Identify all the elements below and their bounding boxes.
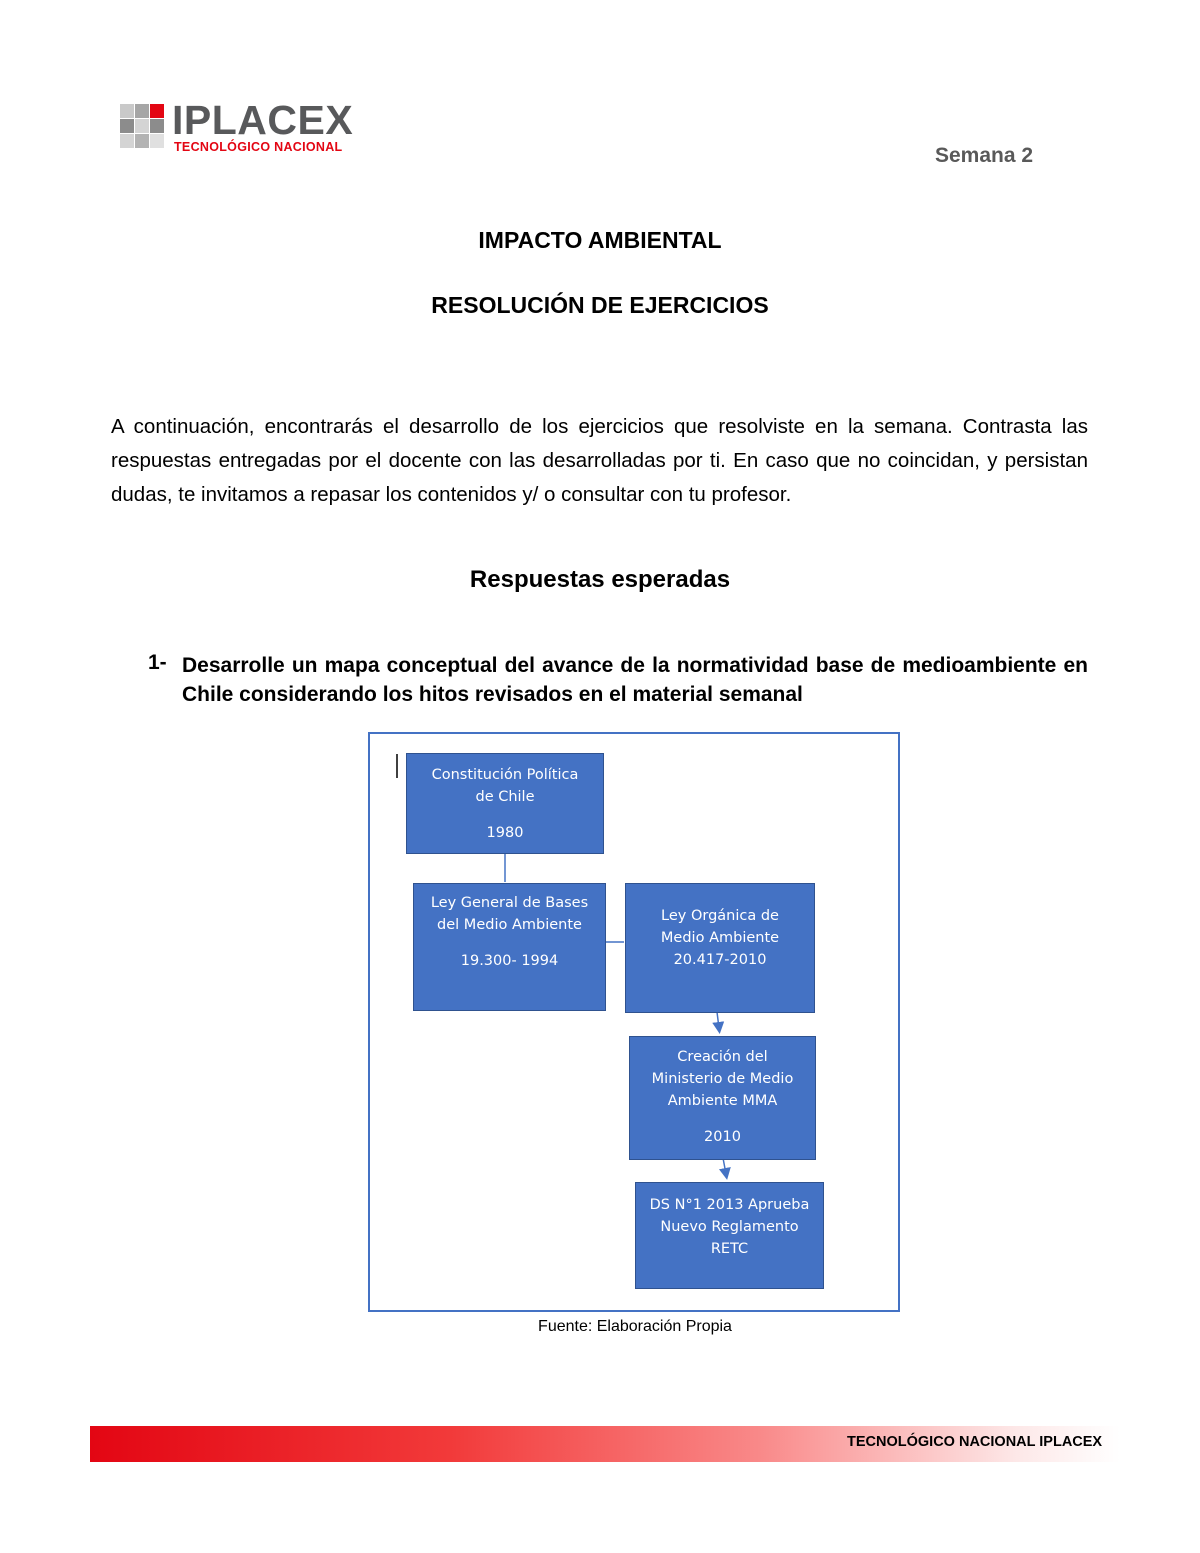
node-ministerio bbox=[629, 1036, 816, 1160]
iplacex-logo bbox=[120, 97, 360, 156]
intro-paragraph: A continuación, encontrarás el desarrollo de los ejercicios que resolviste en la semana. Contrasta las respuestas entregadas por el docente con las desarrolladas por ti. En caso que no coincidan, y persistan dudas, te invitamos a repasar los contenidos y/ o consultar con tu profesor. bbox=[111, 415, 1088, 506]
logo-mosaic-icon bbox=[120, 104, 168, 152]
node-ministerio-year: 2010 bbox=[704, 1129, 741, 1145]
node-constitucion-line2: de Chile bbox=[475, 789, 535, 805]
node-ley-organica-line1: Ley Orgánica de bbox=[661, 908, 779, 924]
node-retc-line1: DS N°1 2013 Aprueba bbox=[649, 1197, 810, 1213]
node-ley-bases-year: 19.300- 1994 bbox=[460, 953, 559, 969]
node-ley-organica-line3: 20.417-2010 bbox=[673, 952, 767, 968]
logo-subtitle: TECNOLÓGICO NACIONAL bbox=[174, 140, 343, 154]
node-ley-bases bbox=[413, 883, 606, 1011]
arrow-ministerio-retc bbox=[723, 1158, 726, 1174]
node-constitucion-line1: Constitución Política bbox=[431, 767, 579, 783]
node-ley-bases-line1: Ley General de Bases bbox=[430, 895, 589, 911]
figure-caption: Fuente: Elaboración Propia bbox=[538, 1318, 732, 1335]
node-retc-line2: Nuevo Reglamento bbox=[660, 1219, 799, 1235]
node-constitucion bbox=[406, 753, 604, 854]
node-constitucion-year: 1980 bbox=[486, 825, 524, 841]
week-label: Semana 2 bbox=[935, 144, 1034, 167]
question-number: 1- bbox=[148, 651, 167, 674]
node-ministerio-line3: Ambiente MMA bbox=[667, 1093, 778, 1109]
node-ley-organica-line2: Medio Ambiente bbox=[660, 930, 780, 946]
node-ministerio-line1: Creación del bbox=[677, 1049, 768, 1065]
node-ministerio-line2: Ministerio de Medio bbox=[651, 1071, 794, 1087]
node-retc-line3: RETC bbox=[710, 1241, 749, 1257]
footer-text: TECNOLÓGICO NACIONAL IPLACEX bbox=[847, 1434, 1103, 1450]
node-ley-organica bbox=[625, 883, 815, 1013]
section-heading: Respuestas esperadas bbox=[469, 566, 731, 593]
page-subtitle: RESOLUCIÓN DE EJERCICIOS bbox=[431, 292, 769, 318]
question-text: Desarrolle un mapa conceptual del avance de la normatividad base de medioambiente en Chile considerando los hitos revisados en el material semanal bbox=[182, 654, 1088, 706]
arrow-organica-ministerio bbox=[717, 1012, 719, 1028]
node-retc bbox=[635, 1182, 824, 1289]
page-title: IMPACTO AMBIENTAL bbox=[478, 227, 722, 253]
concept-map bbox=[368, 732, 900, 1312]
logo-name: IPLACEX bbox=[172, 97, 354, 143]
node-ley-bases-line2: del Medio Ambiente bbox=[437, 917, 582, 933]
